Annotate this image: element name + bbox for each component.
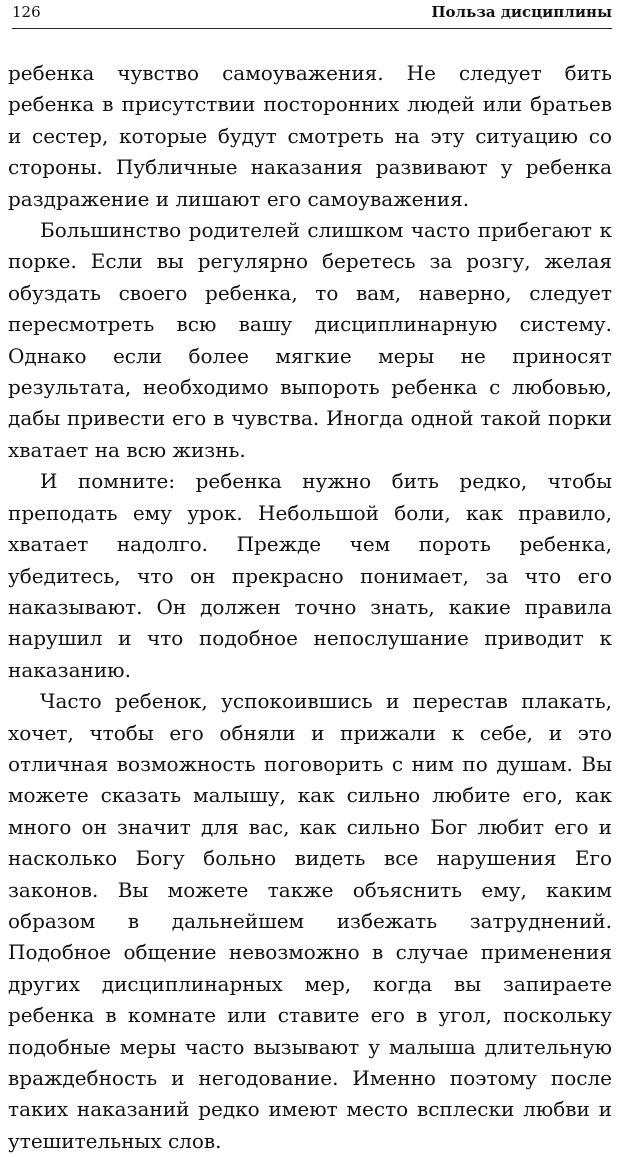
page-number: 126 <box>12 3 41 21</box>
running-title: Польза дисциплины <box>431 3 612 21</box>
body-text <box>8 58 612 1157</box>
paragraph: Большинство родителей слишком часто прибегают к порке. Если вы регулярно беретесь за розгу, желая обуздать своего ребенка, то вам, наверно, следует пересмотреть всю вашу дисциплинарную систему. Однако если более мягкие меры не приносят результата, необходимо выпороть ребенка с любовью, дабы привести его в чувства. Иногда одной такой порки хватает на всю жизнь. <box>8 218 612 462</box>
paragraph-continuation: ребенка чувство самоуважения. Не следует бить ребенка в присутствии посторонних людей или братьев и сестер, которые будут смотреть на эту ситуацию со стороны. Публичные наказания развивают у ребенка раздражение и лишают его самоуважения. <box>8 61 612 211</box>
paragraph: Часто ребенок, успокоившись и перестав плакать, хочет, чтобы его обняли и прижали к себе, и это отличная возможность поговорить с ним по душам. Вы можете сказать малышу, как сильно любите его, как много он значит для вас, как сильно Бог любит его и насколько Богу больно видеть все нарушения Его законов. Вы можете также объяснить ему, каким образом в дальнейшем избежать затруднений. Подобное общение невозможно в случае применения других дисциплинарных мер, когда вы запираете ребенка в комнате или ставите его в угол, поскольку подобные меры часто вызывают у малыша длительную враждебность и негодование. Именно поэтому после таких наказаний редко имеют место всплески любви и утешительных слов. <box>8 689 612 1153</box>
paragraph: И помните: ребенка нужно бить редко, чтобы преподать ему урок. Небольшой боли, как правило, хватает надолго. Прежде чем пороть ребенка, убедитесь, что он прекрасно понимает, за что его наказывают. Он должен точно знать, какие правила нарушил и что подобное непослушание приводит к наказанию. <box>8 469 612 682</box>
header-rule <box>12 28 612 29</box>
page-header <box>12 0 612 30</box>
